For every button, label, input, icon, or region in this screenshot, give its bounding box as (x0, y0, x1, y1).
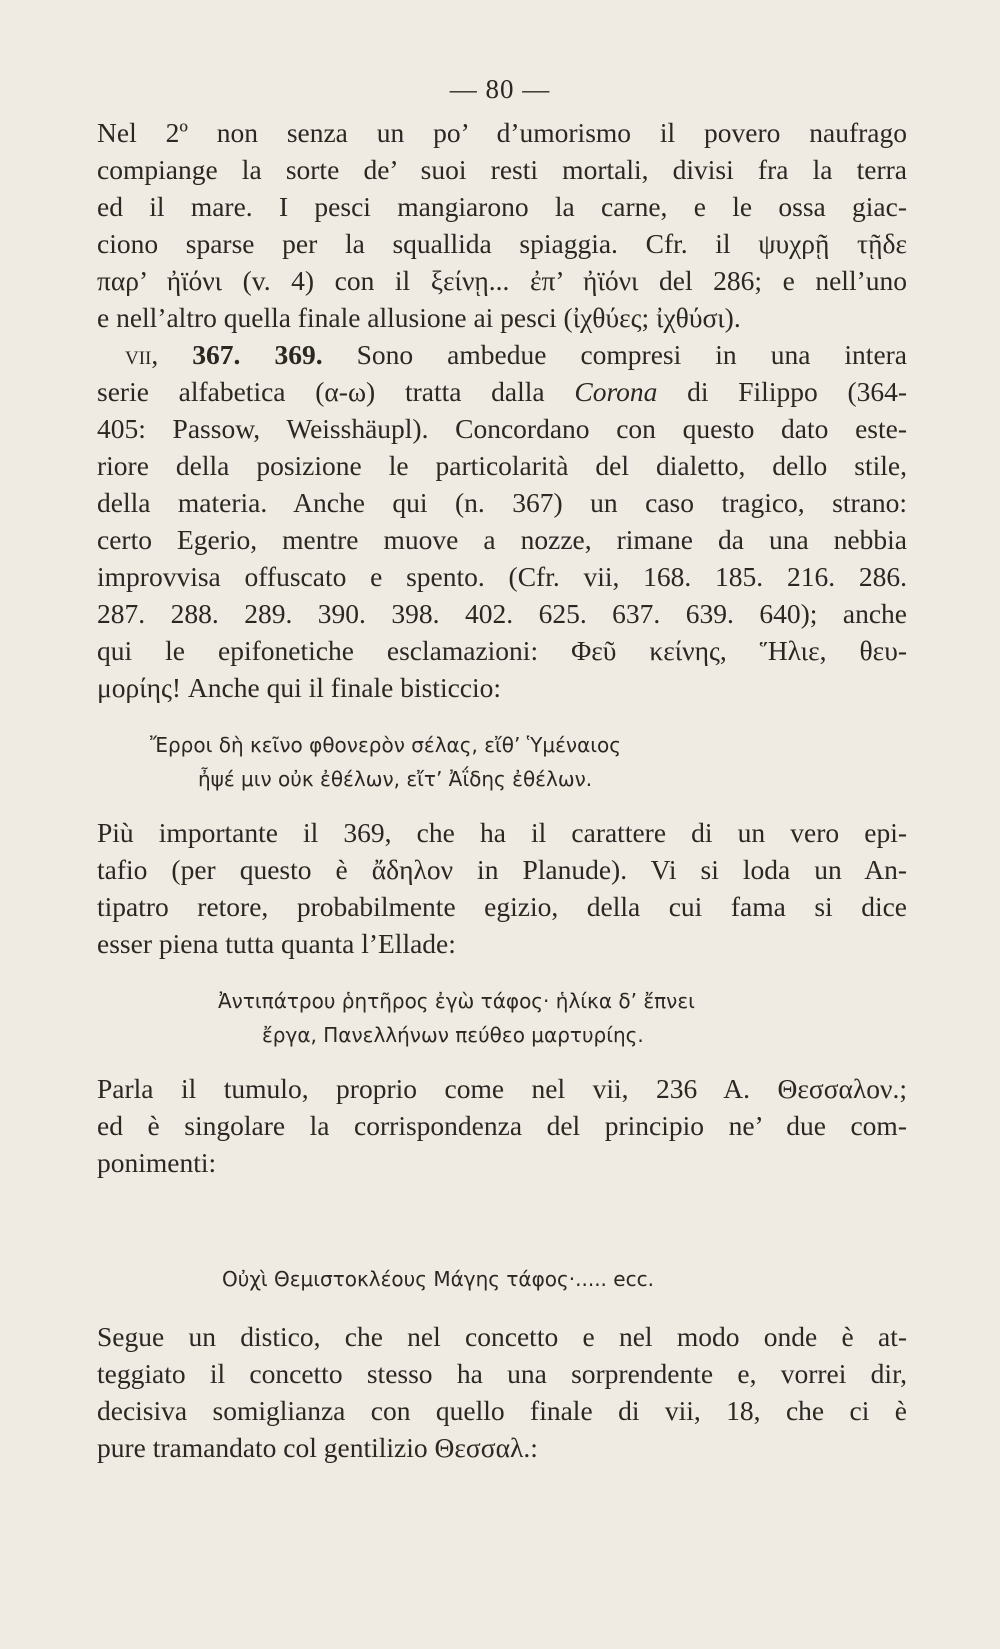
text-line: παρ’ ἠϊόνι (v. 4) con il ξείνῃ... ἐπ’ ἠϊόνι del 286; e nell’uno (97, 265, 907, 296)
book-reference: vii, (125, 339, 159, 370)
verse-line: ἔργα, Πανελλήνων πεύθεο μαρτυρίης. (262, 1023, 644, 1047)
text-segment: Sono ambedue compresi in una intera (356, 339, 908, 370)
page-number: — 80 — (449, 74, 551, 104)
text-line: certo Egerio, mentre muove a nozze, rimane da una nebbia (97, 524, 907, 555)
verse-line: Ἔρροι δὴ κεῖνο φθονερὸν σέλας, εἴθ’ Ὑμέναιος (150, 733, 622, 757)
text-line: μορίης! Anche qui il finale bisticcio: (97, 672, 502, 703)
text-line: 287. 288. 289. 390. 398. 402. 625. 637. 639. 640); anche (97, 598, 907, 629)
text-line: Più importante il 369, che ha il carattere di un vero epi- (97, 817, 907, 848)
text-line: tafio (per questo è ἄδηλον in Planude). Vi si loda un An- (97, 854, 907, 885)
text-segment: serie alfabetica (α-ω) tratta dalla (97, 376, 545, 407)
text-line (97, 374, 907, 410)
text-line: ed è singolare la corrispondenza del principio ne’ due com- (97, 1110, 907, 1141)
text-line: della materia. Anche qui (n. 367) un caso tragico, strano: (97, 487, 907, 518)
text-segment: di Filippo (364- (687, 376, 908, 407)
text-line: 405: Passow, Weisshäupl). Concordano con questo dato este- (97, 413, 907, 444)
text-line: e nell’altro quella finale allusione ai pesci (ἰχθύες; ἰχθύσι). (97, 302, 741, 333)
text-line: Parla il tumulo, proprio come nel vii, 236 A. Θεσσαλον.; (97, 1073, 907, 1104)
verse-line: Ἀντιπάτρου ῥητῆρος ἐγὼ τάφος· ἡλίκα δ’ ἔπνει (218, 989, 695, 1013)
text-line: ciono sparse per la squallida spiaggia. Cfr. il ψυχρῇ τῇδε (97, 228, 907, 259)
italic-title: Corona (574, 376, 658, 407)
text-line: qui le epifonetiche esclamazioni: Φεῦ κείνης, Ἥλιε, θευ- (97, 635, 907, 666)
verse-line: ἦψέ μιν οὐκ ἐθέλων, εἴτ’ Ἀΐδης ἐθέλων. (198, 767, 593, 791)
text-line: esser piena tutta quanta l’Ellade: (97, 928, 456, 959)
text-line: improvvisa offuscato e spento. (Cfr. vii, 168. 185. 216. 286. (97, 561, 907, 592)
text-line: tipatro retore, probabilmente egizio, della cui fama si dice (97, 891, 907, 922)
text-line: ponimenti: (97, 1147, 217, 1178)
text-line: pure tramandato col gentilizio Θεσσαλ.: (97, 1432, 538, 1463)
text-line (125, 337, 907, 373)
text-line: teggiato il concetto stesso ha una sorprendente e, vorrei dir, (97, 1358, 907, 1389)
text-line: compiange la sorte de’ suoi resti mortali, divisi fra la terra (97, 154, 907, 185)
text-line: ed il mare. I pesci mangiarono la carne, e le ossa giac- (97, 191, 907, 222)
text-line: Segue un distico, che nel concetto e nel modo onde è at- (97, 1321, 907, 1352)
epigram-numbers: 367. 369. (192, 339, 323, 370)
text-line: Nel 2º non senza un po’ d’umorismo il povero naufrago (97, 117, 907, 148)
verse-line: Οὐχὶ Θεμιστοκλέους Μάγης τάφος·..... ecc. (222, 1267, 654, 1291)
text-line: decisiva somiglianza con quello finale di vii, 18, che ci è (97, 1395, 907, 1426)
text-line: riore della posizione le particolarità del dialetto, dello stile, (97, 450, 907, 481)
